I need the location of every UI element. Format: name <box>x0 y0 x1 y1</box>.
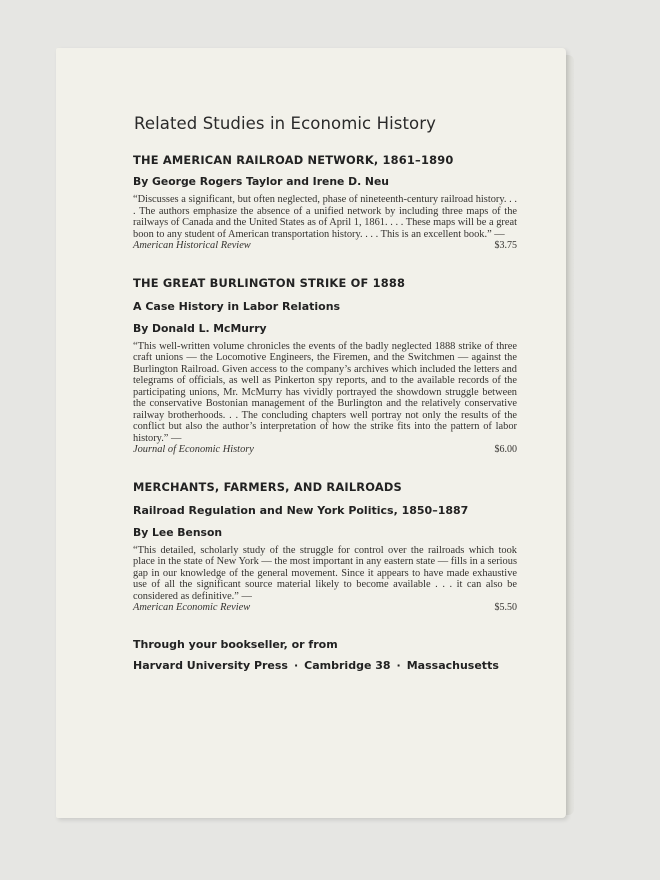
book-title: MERCHANTS, FARMERS, AND RAILROADS <box>133 479 402 494</box>
cover-content <box>76 64 516 672</box>
book-title: THE AMERICAN RAILROAD NETWORK, 1861–1890 <box>133 153 454 167</box>
book-blurb <box>133 194 517 252</box>
publisher-name: Harvard University Press <box>133 658 288 672</box>
book-author: By Lee Benson <box>133 525 223 539</box>
blurb-text: “Discusses a significant, but often neglected, phase of nineteenth-century railroad history. . . . The authors emphasize the absence of a unified network by including three maps of the railways of Canada and the United States as of April 1, 1861. . . . These maps will be a great boon to any student of American transportation history. . . . This is an excellent book.” — <box>133 194 517 240</box>
separator-dot: · <box>396 658 401 672</box>
book-subtitle: Railroad Regulation and New York Politics, 1850–1887 <box>133 503 469 517</box>
publisher-address <box>133 659 516 672</box>
book-price: $6.00 <box>494 444 517 455</box>
blurb-text: “This well-written volume chronicles the events of the badly neglected 1888 strike of three craft unions — the Locomotive Engineers, the Firemen, and the Switchmen — against the Burlington Railroad. Given access to the company’s archives which included the letters and telegrams of officials, as well as Pinkerton spy reports, and to the available records of the participating unions, Mr. McMurry has vividly portrayed the showdown struggle between the conservative Bostonian management of the Burlington and the relatively conservative railway brotherhoods. . . The concluding chapters well portray not only the results of the conflict but also the author’s interpretation of how the strike fits into the pattern of labor history.” — <box>133 340 517 444</box>
book-entry-railroad-network <box>133 153 517 252</box>
book-price: $3.75 <box>494 240 517 251</box>
blurb-text: “This detailed, scholarly study of the struggle for control over the railroads which took place in the state of New York — the most important in any eastern state — fills in a serious gap in our knowledge of the general movement. Since it appears to have made exhaustive use of all the significant source material likely to become available . . . it can also be considered as definitive.” — <box>133 544 517 602</box>
book-price: $5.50 <box>494 602 517 613</box>
ordering-info <box>133 638 516 672</box>
ordering-intro: Through your bookseller, or from <box>133 637 338 651</box>
book-entry-merchants-farmers <box>133 480 517 614</box>
blurb-source: American Historical Review <box>133 240 251 251</box>
book-title: THE GREAT BURLINGTON STRIKE OF 1888 <box>133 275 406 290</box>
book-author: By Donald L. McMurry <box>133 321 267 335</box>
book-subtitle: A Case History in Labor Relations <box>133 299 341 313</box>
book-author: By George Rogers Taylor and Irene D. Neu <box>133 175 389 188</box>
publisher-state: Massachusetts <box>406 658 499 672</box>
blurb-source: Journal of Economic History <box>133 444 254 455</box>
separator-dot: · <box>293 658 299 672</box>
publisher-city: Cambridge 38 <box>304 658 391 672</box>
book-blurb <box>133 545 517 614</box>
blurb-source: American Economic Review <box>133 602 251 613</box>
book-entry-burlington-strike <box>133 276 517 456</box>
book-blurb <box>133 341 517 456</box>
page-title: Related Studies in Economic History <box>134 114 436 133</box>
